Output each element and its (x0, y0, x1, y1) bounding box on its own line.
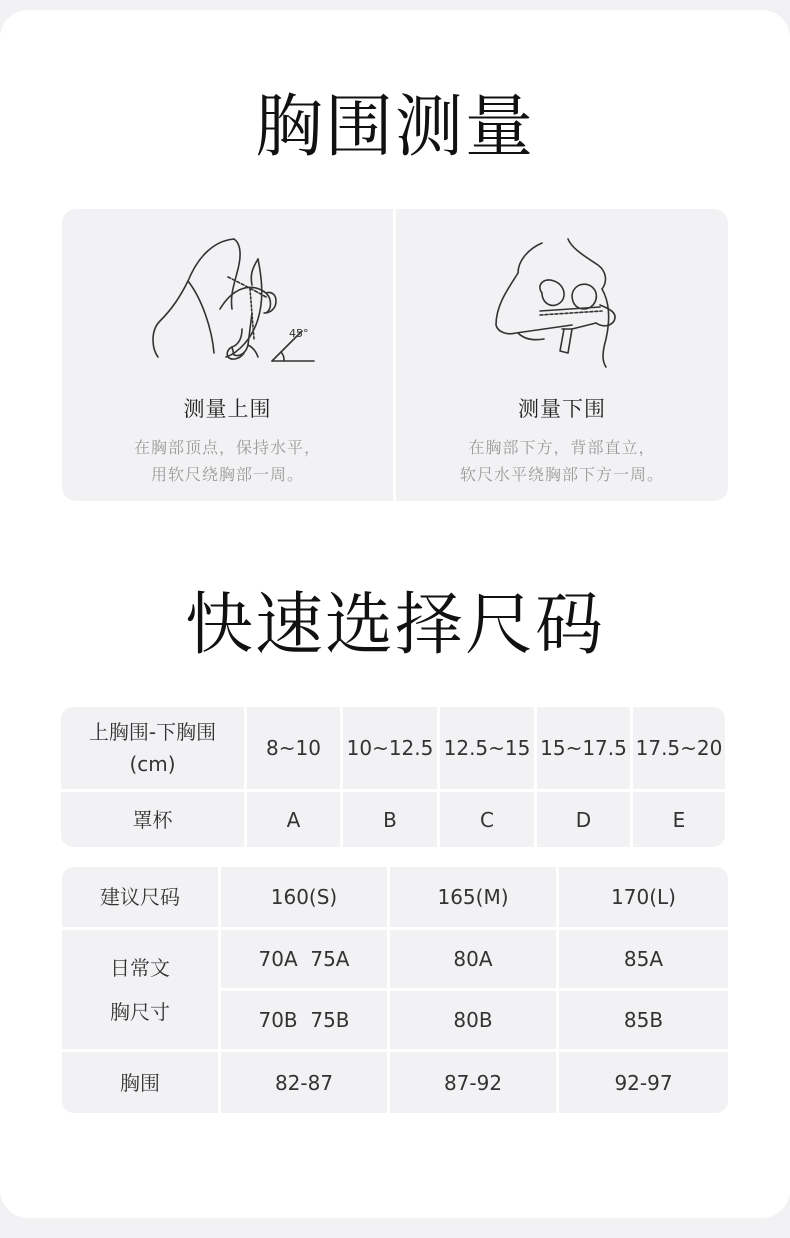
range-cell: 12.5~15 (440, 707, 534, 789)
size-recommend-table (62, 867, 728, 1113)
measure-upper-title: 测量上围 (183, 397, 272, 421)
cup-cell: B (343, 792, 437, 847)
cup-header-label-line1: 上胸围-下胸围 (88, 720, 217, 744)
measure-upper-desc-line1: 在胸部顶点，保持水平， (133, 438, 321, 457)
cup-size-table (61, 707, 725, 847)
bra-size-cell: 85A (559, 930, 728, 988)
measure-lower-desc-line2: 软尺水平绕胸部下方一周。 (459, 465, 664, 484)
measure-upper-bust (62, 209, 393, 501)
cup-cell: D (537, 792, 630, 847)
size-cell: 160(S) (221, 867, 387, 927)
measure-lower-desc-line1: 在胸部下方，背部直立， (468, 438, 656, 457)
chest-cell: 87-92 (390, 1052, 556, 1113)
bra-size-cell: 80B (390, 991, 556, 1049)
range-cell: 17.5~20 (633, 707, 725, 789)
chest-cell: 92-97 (559, 1052, 728, 1113)
lower-bust-illustration (396, 229, 728, 379)
size-cell: 165(M) (390, 867, 556, 927)
cup-cell: A (247, 792, 340, 847)
cup-header-label-line2: (cm) (129, 752, 176, 776)
measurement-panel (62, 209, 728, 501)
range-cell: 10~12.5 (343, 707, 437, 789)
cup-cell: C (440, 792, 534, 847)
quick-size-title: 快速选择尺码 (184, 586, 605, 665)
bra-size-label-line2: 胸尺寸 (110, 999, 170, 1024)
cup-header-label (61, 707, 244, 789)
bust-measurement-title: 胸围测量 (254, 88, 535, 167)
measure-lower-bust (396, 209, 728, 501)
cup-row-label: 罩杯 (61, 792, 244, 847)
measure-upper-desc (62, 434, 393, 488)
cup-cell: E (633, 792, 725, 847)
chest-row-label: 胸围 (62, 1052, 218, 1113)
measure-upper-desc-line2: 用软尺绕胸部一周。 (150, 465, 304, 484)
size-row-label: 建议尺码 (62, 867, 218, 927)
bra-size-cell: 80A (390, 930, 556, 988)
measure-lower-desc (396, 434, 728, 488)
size-cell: 170(L) (559, 867, 728, 927)
range-cell: 8~10 (247, 707, 340, 789)
bra-size-cell: 70A 75A (221, 930, 387, 988)
bra-size-label-line1: 日常文 (110, 955, 170, 980)
angle-label: 45° (289, 327, 309, 340)
bra-size-cell: 85B (559, 991, 728, 1049)
bra-size-label (62, 930, 218, 1049)
upper-bust-illustration (62, 229, 393, 379)
range-cell: 15~17.5 (537, 707, 630, 789)
chest-cell: 82-87 (221, 1052, 387, 1113)
bra-size-cell: 70B 75B (221, 991, 387, 1049)
measure-lower-title: 测量下围 (518, 397, 606, 421)
